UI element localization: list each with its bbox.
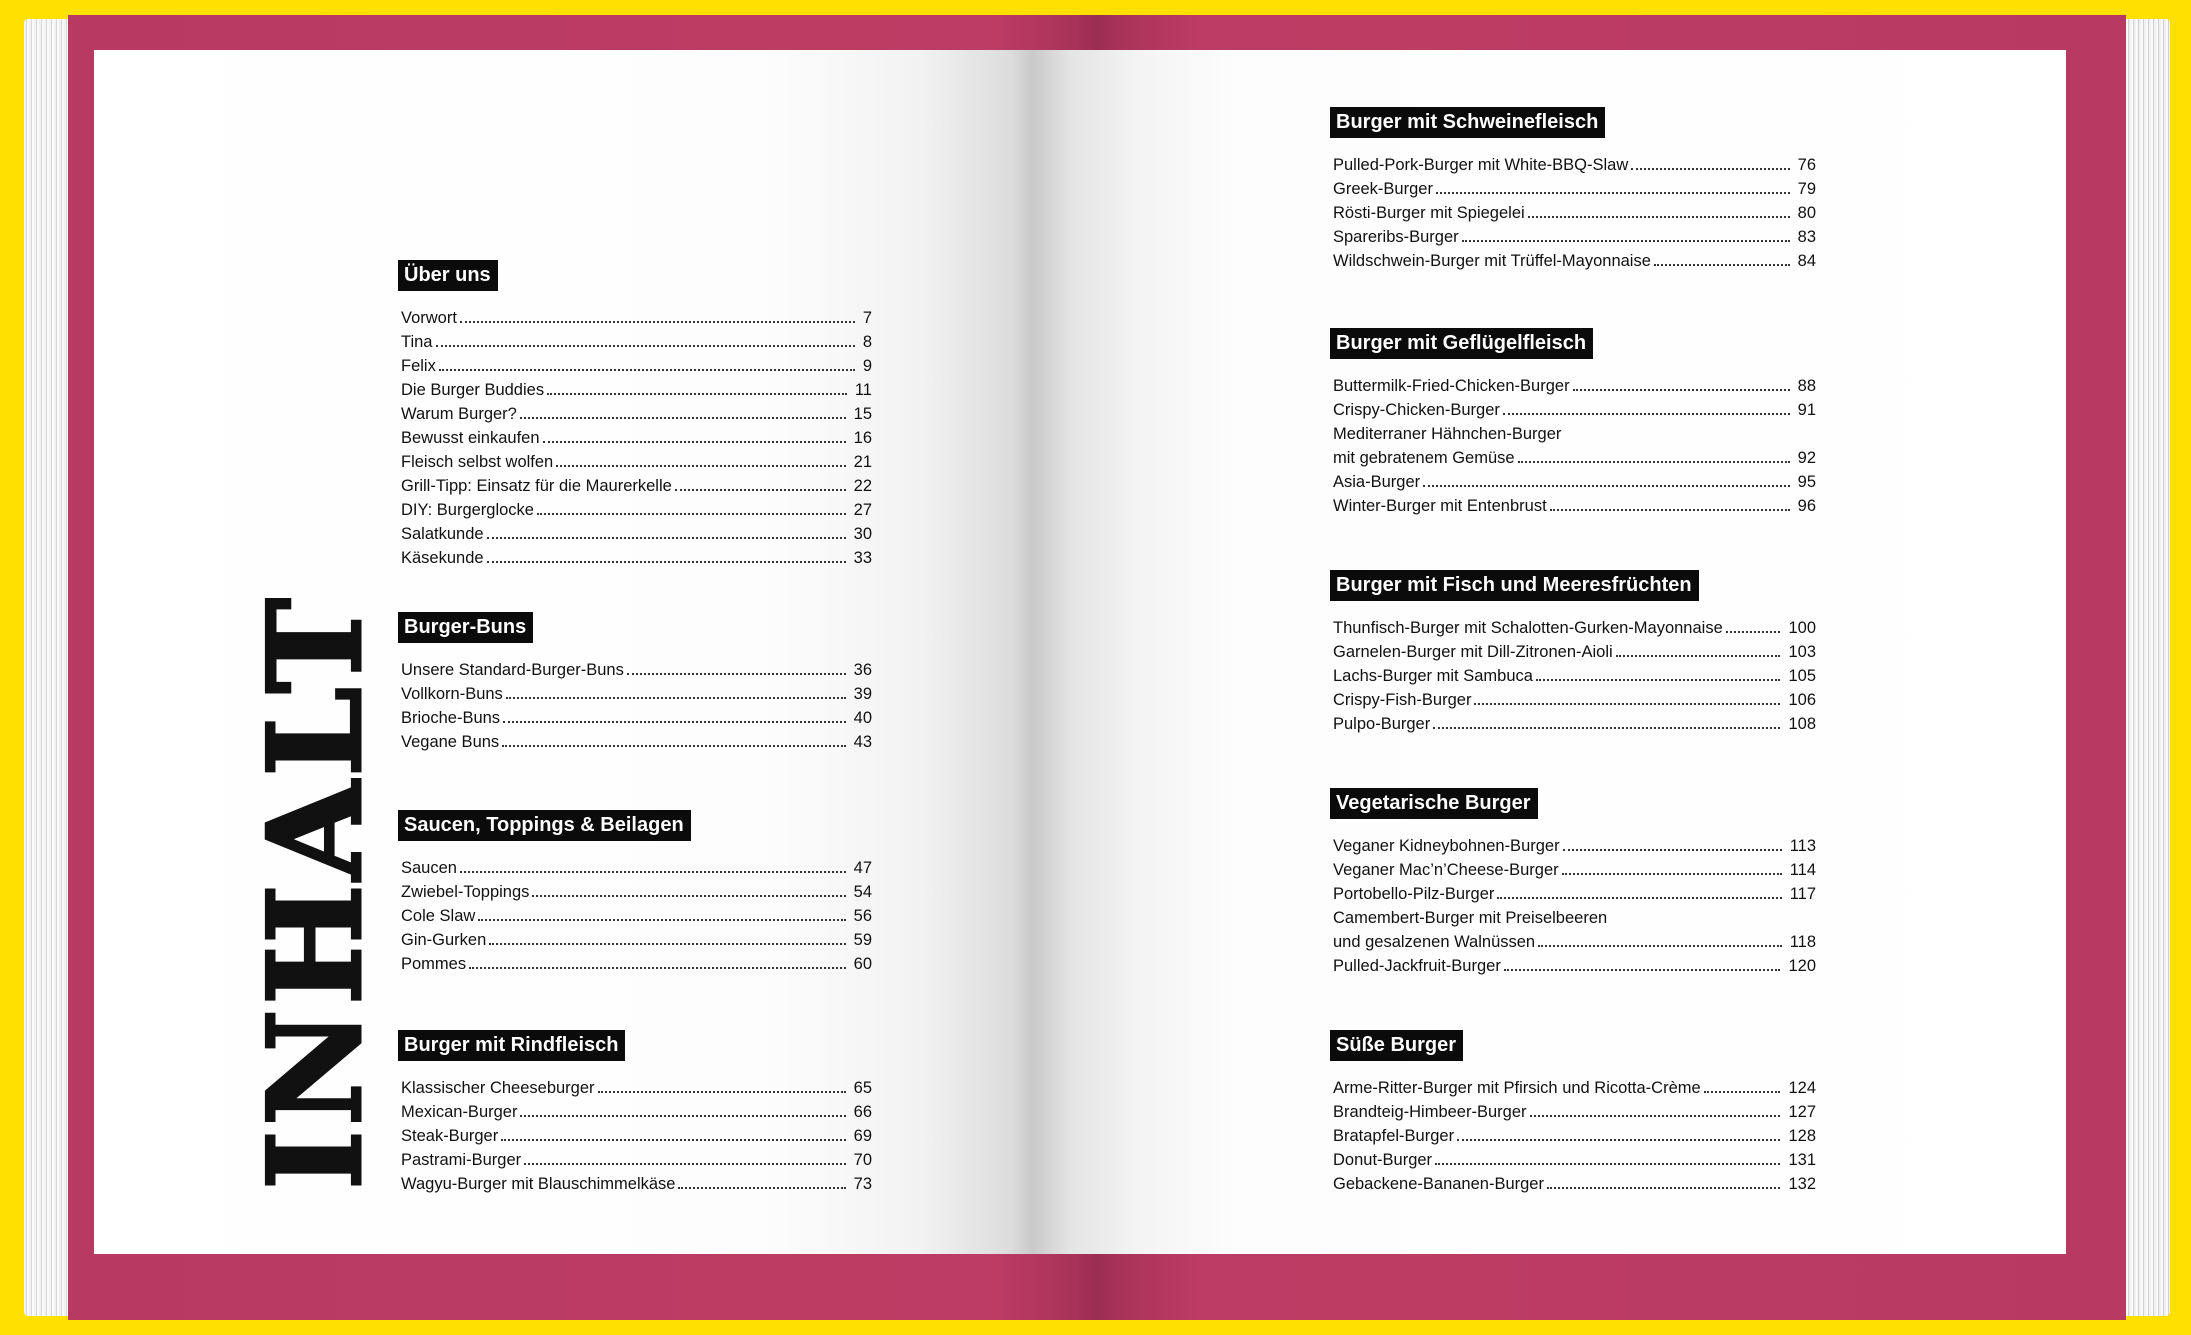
- dot-leader: [503, 721, 846, 723]
- toc-entry-label: Pulled-Pork-Burger mit White-BBQ-Slaw: [1333, 156, 1629, 174]
- toc-entry-page-number: 113: [1789, 837, 1816, 855]
- toc-entry: [398, 1122, 872, 1146]
- toc-entry-label: Tina: [401, 333, 433, 351]
- toc-entry: [1330, 1074, 1816, 1098]
- toc-entry-page-number: 69: [853, 1127, 872, 1145]
- dot-leader: [675, 489, 846, 491]
- section-heading: Burger mit Geflügelfleisch: [1330, 328, 1593, 359]
- toc-entry-list: [398, 304, 872, 568]
- dot-leader: [1423, 485, 1790, 487]
- toc-entry-page-number: 76: [1797, 156, 1816, 174]
- dot-leader: [460, 871, 846, 873]
- toc-entry: [398, 878, 872, 902]
- toc-entry-label: Zwiebel-Toppings: [401, 883, 530, 901]
- toc-entry-label: Cole Slaw: [401, 907, 476, 925]
- toc-entry: [1330, 880, 1816, 904]
- toc-entry-page-number: 103: [1788, 643, 1816, 661]
- dot-leader: [487, 537, 846, 539]
- toc-entry: [1330, 614, 1816, 638]
- toc-entry-label: mit gebratenem Gemüse: [1333, 449, 1515, 467]
- toc-entry: [1330, 444, 1816, 468]
- toc-entry-label: Veganer Mac’n’Cheese-Burger: [1333, 861, 1559, 879]
- toc-section-vegetarisch: [1330, 788, 1816, 976]
- dot-leader: [556, 465, 845, 467]
- toc-entry-page-number: 39: [853, 685, 872, 703]
- toc-entry: [398, 1146, 872, 1170]
- toc-entry-label: Die Burger Buddies: [401, 381, 545, 399]
- dot-leader: [489, 943, 845, 945]
- toc-entry-page-number: 96: [1797, 497, 1816, 515]
- toc-entry: [398, 1074, 872, 1098]
- dot-leader: [678, 1187, 845, 1189]
- toc-entry-page-number: 84: [1797, 252, 1816, 270]
- toc-entry-page-number: 128: [1788, 1127, 1816, 1145]
- toc-entry-page-number: 100: [1788, 619, 1816, 637]
- toc-entry-label: Garnelen-Burger mit Dill-Zitronen-Aioli: [1333, 643, 1613, 661]
- toc-entry-label: Wagyu-Burger mit Blauschimmelkäse: [401, 1175, 676, 1193]
- toc-entry-page-number: 33: [853, 549, 872, 567]
- toc-entry-label: Portobello-Pilz-Burger: [1333, 885, 1495, 903]
- dot-leader: [1654, 264, 1790, 266]
- toc-entry: [1330, 492, 1816, 516]
- toc-entry: [398, 728, 872, 752]
- toc-entry-label: Rösti-Burger mit Spiegelei: [1333, 204, 1525, 222]
- toc-entry-list: [1330, 1074, 1816, 1194]
- toc-entry-page-number: 47: [853, 859, 872, 877]
- toc-entry-label: Brioche-Buns: [401, 709, 501, 727]
- dot-leader: [1528, 216, 1790, 218]
- toc-entry-label: Felix: [401, 357, 436, 375]
- dot-leader: [478, 919, 845, 921]
- toc-entry: [1330, 662, 1816, 686]
- toc-entry-label: Käsekunde: [401, 549, 484, 567]
- toc-entry-label: Pulpo-Burger: [1333, 715, 1431, 733]
- toc-entry: [1330, 928, 1816, 952]
- toc-entry-label: Crispy-Chicken-Burger: [1333, 401, 1500, 419]
- toc-entry-label: Mediterraner Hähnchen-Burger: [1333, 425, 1562, 443]
- toc-entry-label: Pulled-Jackfruit-Burger: [1333, 957, 1501, 975]
- toc-entry: [398, 448, 872, 472]
- toc-entry: [398, 680, 872, 704]
- toc-entry: [398, 1170, 872, 1194]
- toc-entry: [1330, 175, 1816, 199]
- toc-entry: [398, 656, 872, 680]
- page-edges-left: [24, 19, 68, 1316]
- dot-leader: [1547, 1187, 1780, 1189]
- toc-entry-page-number: 73: [853, 1175, 872, 1193]
- section-heading: Vegetarische Burger: [1330, 788, 1538, 819]
- toc-entry-list: [1330, 614, 1816, 734]
- toc-entry-list: [1330, 832, 1816, 976]
- section-heading: Süße Burger: [1330, 1030, 1463, 1061]
- dot-leader: [1550, 509, 1790, 511]
- dot-leader: [1474, 703, 1780, 705]
- toc-entry-label: Bewusst einkaufen: [401, 429, 540, 447]
- toc-entry: [398, 328, 872, 352]
- toc-entry: [1330, 832, 1816, 856]
- toc-entry-label: Brandteig-Himbeer-Burger: [1333, 1103, 1527, 1121]
- toc-entry-page-number: 106: [1788, 691, 1816, 709]
- dot-leader: [1433, 727, 1780, 729]
- toc-entry-label: Grill-Tipp: Einsatz für die Maurerkelle: [401, 477, 672, 495]
- toc-entry-label: Saucen: [401, 859, 457, 877]
- toc-entry-page-number: 22: [853, 477, 872, 495]
- toc-entry-list: [398, 854, 872, 974]
- toc-entry-page-number: 9: [862, 357, 872, 375]
- toc-entry-page-number: 88: [1797, 377, 1816, 395]
- dot-leader: [1436, 192, 1790, 194]
- dot-leader: [1726, 631, 1781, 633]
- toc-entry: [1330, 1098, 1816, 1122]
- toc-entry-page-number: 131: [1788, 1151, 1816, 1169]
- toc-entry: [1330, 396, 1816, 420]
- toc-entry-label: Salatkunde: [401, 525, 484, 543]
- toc-entry-label: Klassischer Cheeseburger: [401, 1079, 595, 1097]
- page-title: INHALT: [241, 594, 391, 1190]
- toc-entry-label: Camembert-Burger mit Preiselbeeren: [1333, 909, 1608, 927]
- toc-entry-page-number: 70: [853, 1151, 872, 1169]
- toc-entry-page-number: 127: [1788, 1103, 1816, 1121]
- toc-entry-page-number: 80: [1797, 204, 1816, 222]
- toc-entry-page-number: 92: [1797, 449, 1816, 467]
- toc-entry-label: Greek-Burger: [1333, 180, 1433, 198]
- toc-entry-page-number: 8: [862, 333, 872, 351]
- toc-entry: [1330, 1146, 1816, 1170]
- toc-entry-page-number: 83: [1797, 228, 1816, 246]
- toc-entry-label: Arme-Ritter-Burger mit Pfirsich und Ricotta-Crème: [1333, 1079, 1701, 1097]
- toc-entry-label: Steak-Burger: [401, 1127, 499, 1145]
- toc-entry: [1330, 638, 1816, 662]
- toc-entry-label: Mexican-Burger: [401, 1103, 518, 1121]
- dot-leader: [1631, 168, 1789, 170]
- dot-leader: [460, 321, 855, 323]
- dot-leader: [1504, 969, 1781, 971]
- toc-entry-label: Vegane Buns: [401, 733, 500, 751]
- toc-entry: [1330, 952, 1816, 976]
- dot-leader: [1497, 897, 1781, 899]
- dot-leader: [543, 441, 846, 443]
- toc-entry-label: Asia-Burger: [1333, 473, 1421, 491]
- toc-section-burger-buns: [398, 612, 872, 752]
- toc-entry: [1330, 199, 1816, 223]
- toc-entry: [1330, 856, 1816, 880]
- toc-entry-label: Pastrami-Burger: [401, 1151, 522, 1169]
- toc-entry: [398, 704, 872, 728]
- dot-leader: [487, 561, 846, 563]
- dot-leader: [520, 1115, 845, 1117]
- toc-entry: [398, 1098, 872, 1122]
- toc-entry-page-number: 60: [853, 955, 872, 973]
- toc-entry-page-number: 105: [1788, 667, 1816, 685]
- toc-entry: [398, 520, 872, 544]
- dot-leader: [436, 345, 855, 347]
- dot-leader: [1518, 461, 1790, 463]
- dot-leader: [537, 513, 846, 515]
- toc-entry-page-number: 54: [853, 883, 872, 901]
- toc-entry: [398, 926, 872, 950]
- toc-entry: [398, 400, 872, 424]
- toc-entry-list: [398, 1074, 872, 1194]
- toc-entry: [1330, 247, 1816, 271]
- toc-entry-page-number: 132: [1788, 1175, 1816, 1193]
- toc-entry: [398, 472, 872, 496]
- dot-leader: [1562, 873, 1782, 875]
- toc-entry-page-number: 124: [1788, 1079, 1816, 1097]
- toc-entry-label: Thunfisch-Burger mit Schalotten-Gurken-Mayonnaise: [1333, 619, 1723, 637]
- section-heading: Burger mit Rindfleisch: [398, 1030, 625, 1061]
- toc-entry-page-number: 43: [853, 733, 872, 751]
- toc-entry-page-number: 65: [853, 1079, 872, 1097]
- dot-leader: [502, 745, 845, 747]
- toc-entry-page-number: 117: [1789, 885, 1816, 903]
- toc-entry: [398, 950, 872, 974]
- toc-entry: [398, 902, 872, 926]
- toc-entry-label: Lachs-Burger mit Sambuca: [1333, 667, 1533, 685]
- toc-entry-page-number: 21: [853, 453, 872, 471]
- toc-entry: [398, 854, 872, 878]
- toc-entry: [1330, 468, 1816, 492]
- toc-entry-label: Spareribs-Burger: [1333, 228, 1459, 246]
- dot-leader: [1435, 1163, 1780, 1165]
- toc-section-ueber-uns: [398, 260, 872, 568]
- toc-entry-label: Donut-Burger: [1333, 1151, 1433, 1169]
- toc-entry-list: [1330, 372, 1816, 516]
- dot-leader: [1616, 655, 1781, 657]
- toc-entry-list: [1330, 151, 1816, 271]
- toc-entry-label: Warum Burger?: [401, 405, 517, 423]
- toc-entry: [1330, 904, 1816, 928]
- page-edges-right: [2126, 19, 2170, 1316]
- toc-entry-page-number: 7: [862, 309, 872, 327]
- toc-entry-page-number: 56: [853, 907, 872, 925]
- toc-entry-page-number: 15: [853, 405, 872, 423]
- toc-entry-label: Crispy-Fish-Burger: [1333, 691, 1472, 709]
- toc-entry-page-number: 30: [853, 525, 872, 543]
- toc-entry-page-number: 66: [853, 1103, 872, 1121]
- toc-entry-page-number: 79: [1797, 180, 1816, 198]
- toc-entry-page-number: 118: [1789, 933, 1816, 951]
- toc-entry-label: Wildschwein-Burger mit Trüffel-Mayonnaise: [1333, 252, 1651, 270]
- dot-leader: [1457, 1139, 1780, 1141]
- toc-entry-label: Bratapfel-Burger: [1333, 1127, 1455, 1145]
- dot-leader: [1573, 389, 1790, 391]
- section-heading: Burger mit Schweinefleisch: [1330, 107, 1605, 138]
- toc-entry: [1330, 151, 1816, 175]
- toc-entry-label: und gesalzenen Walnüssen: [1333, 933, 1536, 951]
- toc-entry-list: [398, 656, 872, 752]
- toc-entry: [398, 544, 872, 568]
- dot-leader: [1530, 1115, 1781, 1117]
- dot-leader: [627, 673, 846, 675]
- toc-entry-page-number: 27: [853, 501, 872, 519]
- toc-entry-page-number: 114: [1789, 861, 1816, 879]
- toc-entry-label: Gebackene-Bananen-Burger: [1333, 1175, 1544, 1193]
- toc-entry: [398, 352, 872, 376]
- toc-entry: [398, 424, 872, 448]
- toc-entry-page-number: 95: [1797, 473, 1816, 491]
- toc-entry-page-number: 120: [1788, 957, 1816, 975]
- toc-entry-label: Buttermilk-Fried-Chicken-Burger: [1333, 377, 1570, 395]
- toc-section-suesse: [1330, 1030, 1816, 1194]
- dot-leader: [1538, 945, 1782, 947]
- section-heading: Burger mit Fisch und Meeresfrüchten: [1330, 570, 1699, 601]
- toc-section-fisch: [1330, 570, 1816, 734]
- toc-entry: [1330, 686, 1816, 710]
- section-heading: Burger-Buns: [398, 612, 533, 643]
- dot-leader: [1563, 849, 1782, 851]
- dot-leader: [524, 1163, 846, 1165]
- toc-entry: [1330, 223, 1816, 247]
- toc-section-rindfleisch: [398, 1030, 872, 1194]
- toc-entry-label: Winter-Burger mit Entenbrust: [1333, 497, 1547, 515]
- toc-entry-label: Veganer Kidneybohnen-Burger: [1333, 837, 1560, 855]
- toc-entry-label: DIY: Burgerglocke: [401, 501, 534, 519]
- toc-entry: [1330, 420, 1816, 444]
- toc-entry: [398, 304, 872, 328]
- toc-entry-page-number: 108: [1788, 715, 1816, 733]
- toc-entry-page-number: 36: [853, 661, 872, 679]
- toc-entry-page-number: 91: [1797, 401, 1816, 419]
- dot-leader: [1704, 1091, 1781, 1093]
- toc-entry: [1330, 1170, 1816, 1194]
- dot-leader: [520, 417, 846, 419]
- toc-section-schweinefleisch: [1330, 107, 1816, 271]
- toc-entry-label: Vorwort: [401, 309, 457, 327]
- section-heading: Saucen, Toppings & Beilagen: [398, 810, 691, 841]
- toc-entry-page-number: 16: [853, 429, 872, 447]
- toc-entry-page-number: 40: [853, 709, 872, 727]
- dot-leader: [1462, 240, 1790, 242]
- toc-entry-label: Gin-Gurken: [401, 931, 487, 949]
- toc-entry-label: Vollkorn-Buns: [401, 685, 503, 703]
- dot-leader: [598, 1091, 846, 1093]
- dot-leader: [547, 393, 847, 395]
- dot-leader: [532, 895, 845, 897]
- dot-leader: [469, 967, 846, 969]
- toc-entry: [1330, 1122, 1816, 1146]
- toc-section-saucen: [398, 810, 872, 974]
- dot-leader: [1536, 679, 1781, 681]
- dot-leader: [506, 697, 846, 699]
- toc-entry: [1330, 710, 1816, 734]
- toc-section-gefluegelfleisch: [1330, 328, 1816, 516]
- dot-leader: [501, 1139, 845, 1141]
- toc-entry: [398, 376, 872, 400]
- dot-leader: [439, 369, 855, 371]
- toc-entry-page-number: 11: [854, 381, 872, 399]
- toc-entry: [398, 496, 872, 520]
- toc-entry: [1330, 372, 1816, 396]
- toc-entry-label: Pommes: [401, 955, 467, 973]
- toc-entry-page-number: 59: [853, 931, 872, 949]
- toc-entry-label: Fleisch selbst wolfen: [401, 453, 554, 471]
- dot-leader: [1503, 413, 1790, 415]
- section-heading: Über uns: [398, 260, 498, 291]
- toc-entry-label: Unsere Standard-Burger-Buns: [401, 661, 624, 679]
